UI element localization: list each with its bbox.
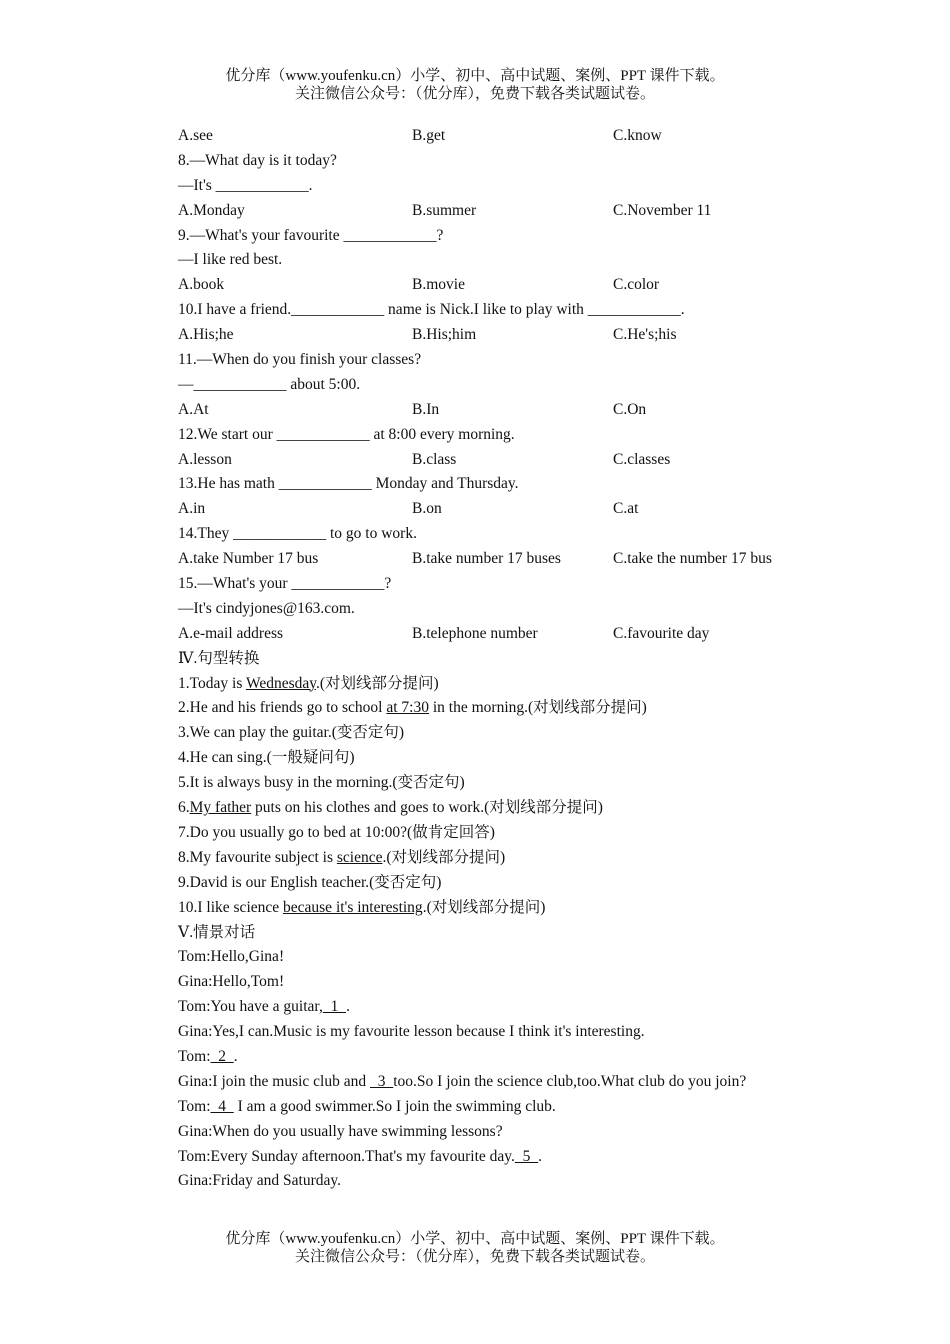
underlined-part: science	[336, 848, 383, 866]
dialogue-line-2: Gina:Hello,Tom!	[178, 973, 285, 991]
underlined-part: at 7:30	[386, 699, 429, 717]
transform-item-5: 5.It is always busy in the morning.(变否定句)	[178, 774, 465, 792]
transform-item-1: 1.Today is Wednesday.(对划线部分提问)	[178, 674, 439, 692]
blank-5: 5	[514, 1147, 539, 1165]
blank-2: 2	[210, 1047, 234, 1065]
q15-option-c: C.favourite day	[613, 624, 710, 642]
q10-question: 10.I have a friend.____________ name is Nick.I like to play with ____________.	[178, 301, 685, 319]
dialogue-line-8: Gina:When do you usually have swimming lessons?	[178, 1122, 503, 1140]
q14-question: 14.They ____________ to go to work.	[178, 525, 417, 543]
underlined-part: Wednesday	[245, 674, 317, 692]
q9-question: 9.—What's your favourite ____________?	[178, 226, 444, 244]
q8-option-c: C.November 11	[613, 201, 712, 219]
underlined-part: My father	[189, 799, 252, 817]
q9-option-b: B.movie	[412, 276, 465, 294]
q11-options	[178, 398, 878, 423]
blank-4: 4	[210, 1097, 234, 1115]
q10-option-a: A.His;he	[178, 326, 234, 344]
q9-options	[178, 273, 878, 298]
q12-options	[178, 448, 878, 473]
q11-option-b: B.In	[412, 400, 440, 418]
q15-option-a: A.e-mail address	[178, 624, 284, 642]
dialogue-line-9: Tom:Every Sunday afternoon.That's my favourite day. 5 .	[178, 1147, 543, 1165]
q7-option-c: C.know	[613, 127, 662, 144]
dialogue-line-7: Tom: 4 I am a good swimmer.So I join the swimming club.	[178, 1097, 556, 1115]
q10-option-c: C.He's;his	[613, 326, 677, 344]
section-5-title: Ⅴ.情景对话	[178, 923, 256, 941]
q7-option-a: A.see	[178, 127, 213, 144]
q12-option-b: B.class	[412, 450, 457, 468]
transform-item-2: 2.He and his friends go to school at 7:30 in the morning.(对划线部分提问)	[178, 699, 647, 717]
transform-item-7: 7.Do you usually go to bed at 10:00?(做肯定回答)	[178, 823, 495, 841]
q12-option-a: A.lesson	[178, 450, 232, 468]
q8-question: 8.—What day is it today?	[178, 151, 337, 169]
q13-option-c: C.at	[613, 500, 639, 518]
q10-option-b: B.His;him	[412, 326, 477, 344]
q7-options	[178, 124, 878, 149]
transform-item-9: 9.David is our English teacher.(变否定句)	[178, 873, 442, 891]
header-line-2: 关注微信公众号：（优分库），免费下载各类试题试卷。	[294, 86, 655, 102]
dialogue-line-10: Gina:Friday and Saturday.	[178, 1172, 341, 1190]
q11-option-a: A.At	[178, 400, 209, 418]
q11-option-c: C.On	[613, 400, 647, 418]
q8-option-b: B.summer	[412, 201, 477, 219]
q8-response: —It's ____________.	[178, 176, 313, 194]
q9-response: —I like red best.	[178, 251, 283, 269]
dialogue-line-5: Tom: 2 .	[178, 1047, 238, 1065]
blank-3: 3	[370, 1072, 394, 1090]
q13-option-a: A.in	[178, 500, 206, 518]
q15-option-b: B.telephone number	[412, 624, 538, 642]
q13-question: 13.He has math ____________ Monday and Thursday.	[178, 475, 519, 493]
footer-line-2: 关注微信公众号：（优分库），免费下载各类试题试卷。	[294, 1249, 655, 1265]
q14-options	[178, 547, 878, 572]
exam-content	[178, 124, 878, 1194]
transform-item-4: 4.He can sing.(一般疑问句)	[178, 749, 355, 767]
header-line-1: 优分库（www.youfenku.cn）小学、初中、高中试题、案例、PPT 课件下载。	[225, 68, 725, 84]
q13-option-b: B.on	[412, 500, 442, 518]
q14-option-a: A.take Number 17 bus	[178, 550, 319, 568]
transform-item-10: 10.I like science because it's interesting.(对划线部分提问)	[178, 898, 546, 916]
transform-item-3: 3.We can play the guitar.(变否定句)	[178, 724, 405, 742]
footer-line-1: 优分库（www.youfenku.cn）小学、初中、高中试题、案例、PPT 课件下载。	[225, 1231, 725, 1247]
q14-option-c: C.take the number 17 bus	[613, 550, 772, 568]
transform-item-6: 6.My father puts on his clothes and goes to work.(对划线部分提问)	[178, 799, 603, 817]
underlined-part: because it's interesting	[283, 898, 423, 916]
dialogue-line-6: Gina:I join the music club and 3 too.So I join the science club,too.What club do you join?	[178, 1072, 747, 1090]
page-header	[0, 67, 950, 103]
q12-question: 12.We start our ____________ at 8:00 every morning.	[178, 425, 515, 443]
q15-response: —It's cindyjones@163.com.	[178, 599, 355, 617]
blank-1: 1	[322, 998, 347, 1016]
q8-options	[178, 199, 878, 224]
q9-option-a: A.book	[178, 276, 225, 294]
dialogue-line-1: Tom:Hello,Gina!	[178, 948, 285, 966]
q15-options	[178, 622, 878, 647]
transform-item-8: 8.My favourite subject is science.(对划线部分提问)	[178, 848, 506, 866]
page-footer	[0, 1230, 950, 1266]
dialogue-line-3: Tom:You have a guitar, 1 .	[178, 998, 350, 1016]
q15-question: 15.—What's your ____________?	[178, 575, 392, 593]
q11-response: —____________ about 5:00.	[178, 375, 361, 393]
q12-option-c: C.classes	[613, 450, 671, 468]
section-4-title: Ⅳ.句型转换	[178, 649, 260, 667]
q9-option-c: C.color	[613, 276, 660, 294]
q8-option-a: A.Monday	[178, 201, 245, 219]
q14-option-b: B.take number 17 buses	[412, 550, 561, 568]
q13-options	[178, 497, 878, 522]
q7-option-b: B.get	[412, 127, 446, 144]
q10-options	[178, 323, 878, 348]
dialogue-line-4: Gina:Yes,I can.Music is my favourite lesson because I think it's interesting.	[178, 1023, 645, 1041]
q11-question: 11.—When do you finish your classes?	[178, 351, 422, 369]
